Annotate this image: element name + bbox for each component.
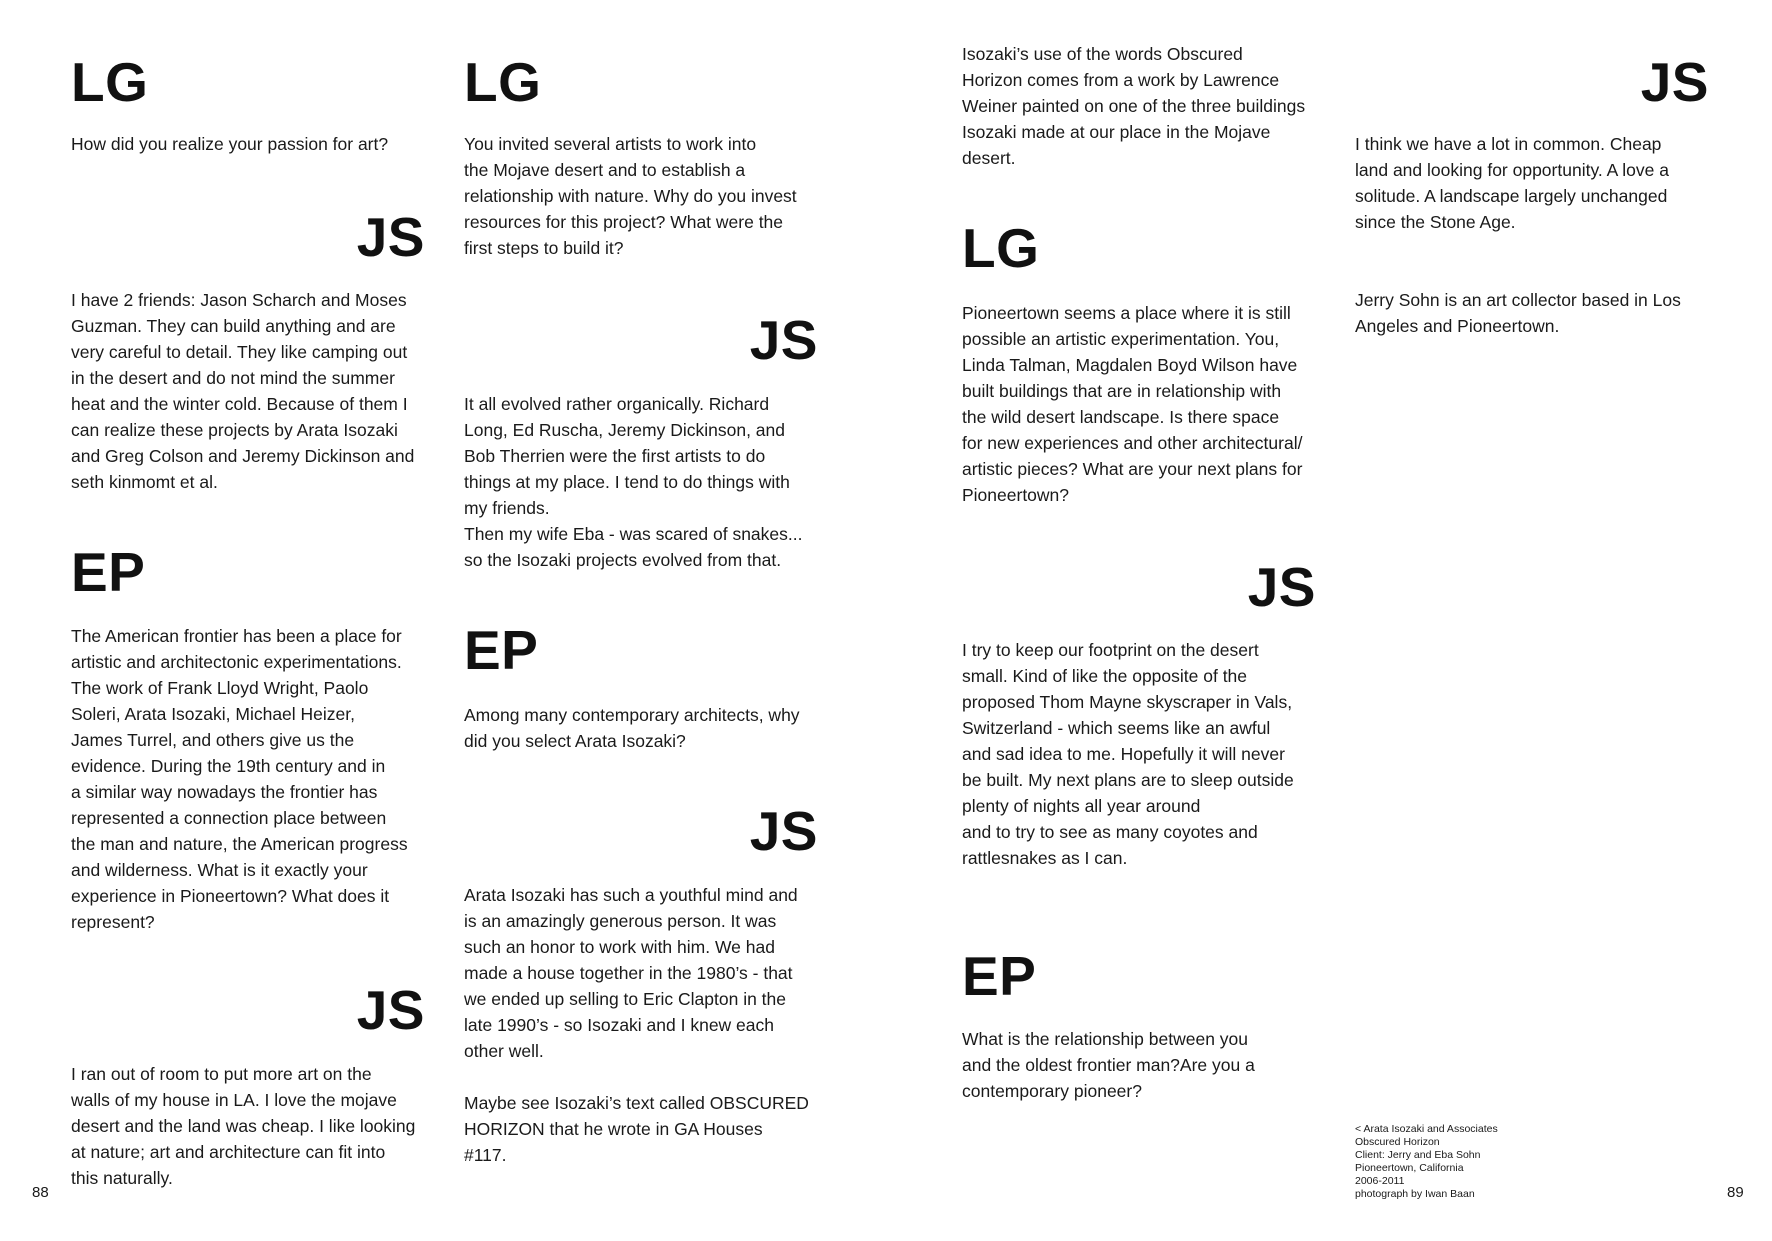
speaker-js-heading: JS [356, 979, 425, 1041]
answer-text: I have 2 friends: Jason Scharch and Moses Guzman. They can build anything and are very careful to detail. They like camping out in the desert and do not mind the summer heat and the winter cold. Because of them I can realize these projects by Arata Isozaki and Greg Colson and Jeremy Dickinson and seth kinmomt et al. [71, 290, 415, 492]
question-text: Pioneertown seems a place where it is still possible an artistic experimentation. You, Linda Talman, Magdalen Boyd Wilson have built buildings that are in relationship with the wild desert landscape. Is there space for new experiences and other architectural/ artistic pieces? What are your next plans for Pioneertown? [962, 303, 1303, 505]
question-text: You invited several artists to work into the Mojave desert and to establish a relationship with nature. Why do you invest resources for this project? What were the first steps to build it? [464, 134, 797, 258]
speaker-js-heading: JS [749, 309, 818, 371]
question-text: How did you realize your passion for art? [71, 134, 389, 154]
question-text: What is the relationship between you and the oldest frontier man?Are you a contemporary pioneer? [962, 1029, 1255, 1101]
speaker-lg-heading: LG [962, 217, 1040, 279]
answer-text: I think we have a lot in common. Cheap land and looking for opportunity. A love a solitude. A landscape largely unchanged since the Stone Age. [1355, 134, 1669, 232]
answer-text: I try to keep our footprint on the desert small. Kind of like the opposite of the proposed Thom Mayne skyscraper in Vals, Switzerland - which seems like an awful and sad idea to me. Hopefully it will never be built. My next plans are to sleep outside plenty of nights all year around and to try to see as many coyotes and rattlesnakes as I can. [962, 640, 1294, 868]
page-number-left: 88 [32, 1184, 49, 1201]
question-text: The American frontier has been a place for artistic and architectonic experimentations. The work of Frank Lloyd Wright, Paolo Soleri, Arata Isozaki, Michael Heizer, James Turrel, and others give us the evidence. During the 19th century and in a similar way nowadays the frontier has represented a connection place between the man and nature, the American progress and wilderness. What is it exactly your experience in Pioneertown? What does it represent? [71, 626, 408, 932]
answer-text: Arata Isozaki has such a youthful mind and is an amazingly generous person. It was such an honor to work with him. We had made a house together in the 1980’s - that we ended up selling to Eric Clapton in the late 1990’s - so Isozaki and I knew each other well. Maybe see Isozaki’s text called OBSCURED HORIZON that he wrote in GA Houses #117. [464, 885, 809, 1165]
speaker-js-heading: JS [1247, 556, 1316, 618]
answer-text: It all evolved rather organically. Richard Long, Ed Ruscha, Jeremy Dickinson, and Bob Therrien were the first artists to do things at my place. I tend to do things with my friends. Then my wife Eba - was scared of snakes... so the Isozaki projects evolved from that. [464, 394, 803, 570]
speaker-ep-heading: EP [464, 619, 539, 681]
speaker-js-heading: JS [1640, 51, 1709, 113]
speaker-ep-heading: EP [962, 945, 1037, 1007]
speaker-ep-heading: EP [71, 541, 146, 603]
speaker-js-heading: JS [749, 800, 818, 862]
question-text: Among many contemporary architects, why did you select Arata Isozaki? [464, 705, 800, 751]
page-number-right: 89 [1727, 1184, 1744, 1201]
speaker-js-heading: JS [356, 206, 425, 268]
answer-text-continued: Isozaki’s use of the words Obscured Horizon comes from a work by Lawrence Weiner painted on one of the three buildings Isozaki made at our place in the Mojave desert. [962, 44, 1306, 168]
answer-text: I ran out of room to put more art on the walls of my house in LA. I love the mojave desert and the land was cheap. I like looking at nature; art and architecture can fit into this naturally. [71, 1064, 416, 1188]
speaker-lg-heading: LG [71, 51, 149, 113]
photo-caption: < Arata Isozaki and Associates Obscured Horizon Client: Jerry and Eba Sohn Pioneertown, California 2006-2011 photograph by Iwan Baan [1355, 1123, 1498, 1200]
author-bio: Jerry Sohn is an art collector based in Los Angeles and Pioneertown. [1355, 290, 1681, 336]
speaker-lg-heading: LG [464, 51, 542, 113]
